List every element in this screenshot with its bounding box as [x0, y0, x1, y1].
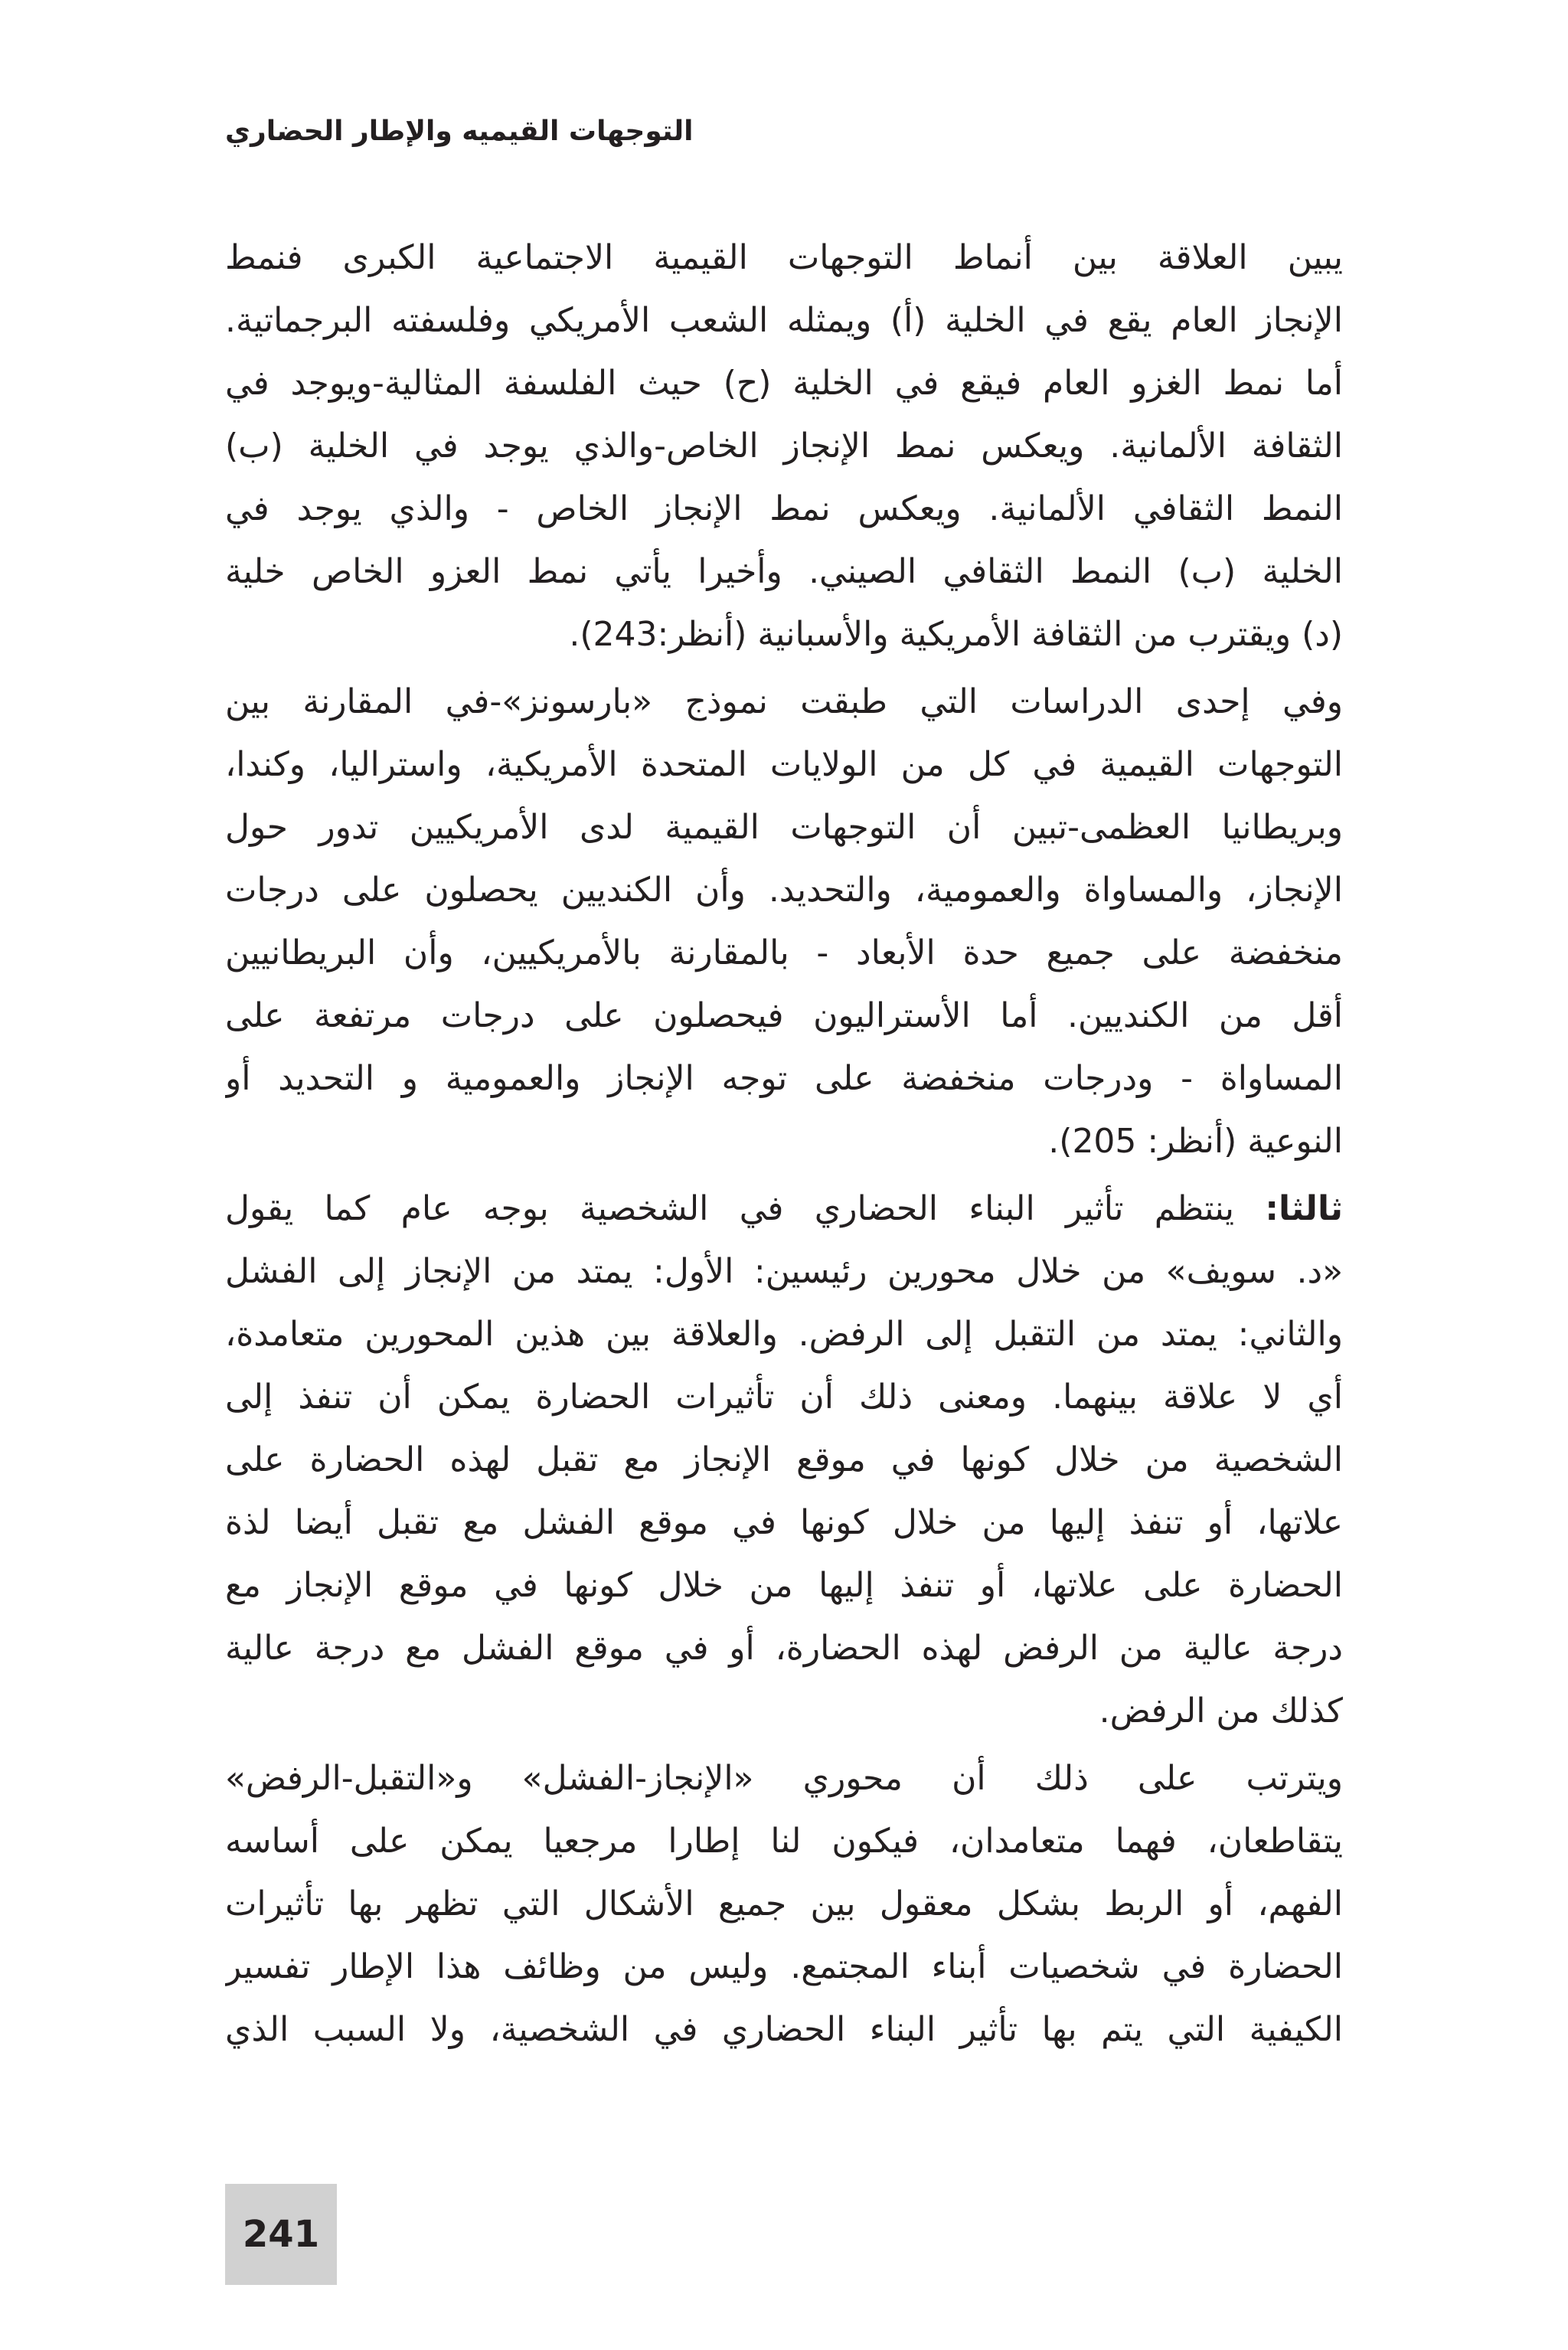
text-line: كذلك من الرفض.	[1099, 1691, 1343, 1731]
text-line: وفي إحدى الدراسات التي طبقت نموذج «بارسونز»-في المقارنة بين	[225, 682, 1343, 721]
text-line: أقل من الكنديين. أما الأستراليون فيحصلون على درجات مرتفعة على	[225, 996, 1343, 1035]
text-line: يتقاطعان، فهما متعامدان، فيكون لنا إطارا مرجعيا يمكن على أساسه	[225, 1822, 1343, 1861]
text-line: (د) ويقترب من الثقافة الأمريكية والأسبانية (أنظر:243).	[569, 615, 1343, 654]
text-line: النوعية (أنظر: 205).	[1048, 1122, 1343, 1161]
paragraph-2	[225, 671, 1343, 1173]
running-header: التوجهات القيميه والإطار الحضاري	[225, 116, 694, 147]
text-line: وبريطانيا العظمى-تبين أن التوجهات القيمية لدى الأمريكيين تدور حول	[225, 808, 1343, 847]
text-run: ينتظم تأثير البناء الحضاري في الشخصية بوجه عام كما يقول	[225, 1189, 1266, 1228]
section-lead: ثالثا:	[1265, 1189, 1343, 1228]
text-line: الثقافة الألمانية. ويعكس نمط الإنجاز الخاص-والذي يوجد في الخلية (ب)	[225, 427, 1343, 466]
text-line: التوجهات القيمية في كل من الولايات المتحدة الأمريكية، واستراليا، وكندا،	[225, 745, 1343, 784]
paragraph-3	[225, 1178, 1343, 1743]
text-line: الإنجاز العام يقع في الخلية (أ) ويمثله الشعب الأمريكي وفلسفته البرجماتية.	[225, 301, 1343, 340]
text-line: ويترتب على ذلك أن محوري «الإنجاز-الفشل» و«التقبل-الرفض»	[225, 1759, 1343, 1798]
text-line: والثاني: يمتد من التقبل إلى الرفض. والعلاقة بين هذين المحورين متعامدة،	[225, 1315, 1343, 1354]
page-number: 241	[242, 2213, 320, 2256]
text-line: يبين العلاقة بين أنماط التوجهات القيمية الاجتماعية الكبرى فنمط	[225, 238, 1343, 277]
text-line: الشخصية من خلال كونها في موقع الإنجاز مع تقبل لهذه الحضارة على	[225, 1440, 1343, 1479]
text-line: «د. سويف» من خلال محورين رئيسين: الأول: يمتد من الإنجاز إلى الفشل	[225, 1252, 1343, 1291]
paragraph-4	[225, 1747, 1343, 2061]
text-line: منخفضة على جميع حدة الأبعاد - بالمقارنة بالأمريكيين، وأن البريطانيين	[225, 933, 1343, 972]
text-line: الفهم، أو الربط بشكل معقول بين جميع الأشكال التي تظهر بها تأثيرات	[225, 1884, 1343, 1923]
text-line	[225, 1178, 1343, 1240]
text-line: الحضارة في شخصيات أبناء المجتمع. وليس من وظائف هذا الإطار تفسير	[225, 1947, 1343, 1986]
text-line: الكيفية التي يتم بها تأثير البناء الحضاري في الشخصية، ولا السبب الذي	[225, 2010, 1343, 2049]
text-line: الخلية (ب) النمط الثقافي الصيني. وأخيرا يأتي نمط العزو الخاص خلية	[225, 552, 1343, 591]
body-text	[225, 227, 1343, 2061]
text-line: النمط الثقافي الألمانية. ويعكس نمط الإنجاز الخاص - والذي يوجد في	[225, 489, 1343, 528]
text-line: الحضارة على علاتها، أو تنفذ إليها من خلال كونها في موقع الإنجاز مع	[225, 1566, 1343, 1605]
paragraph-1	[225, 227, 1343, 666]
text-line: المساواة - ودرجات منخفضة على توجه الإنجاز والعمومية و التحديد أو	[225, 1059, 1343, 1098]
text-line: علاتها، أو تنفذ إليها من خلال كونها في موقع الفشل مع تقبل أيضا لذة	[225, 1503, 1343, 1542]
text-line: الإنجاز، والمساواة والعمومية، والتحديد. وأن الكنديين يحصلون على درجات	[225, 871, 1343, 910]
text-line: أما نمط الغزو العام فيقع في الخلية (ح) حيث الفلسفة المثالية-ويوجد في	[225, 364, 1343, 403]
page-number-box	[225, 2184, 337, 2285]
text-line: درجة عالية من الرفض لهذه الحضارة، أو في موقع الفشل مع درجة عالية	[225, 1629, 1343, 1668]
text-line: أي لا علاقة بينهما. ومعنى ذلك أن تأثيرات الحضارة يمكن أن تنفذ إلى	[225, 1378, 1343, 1417]
